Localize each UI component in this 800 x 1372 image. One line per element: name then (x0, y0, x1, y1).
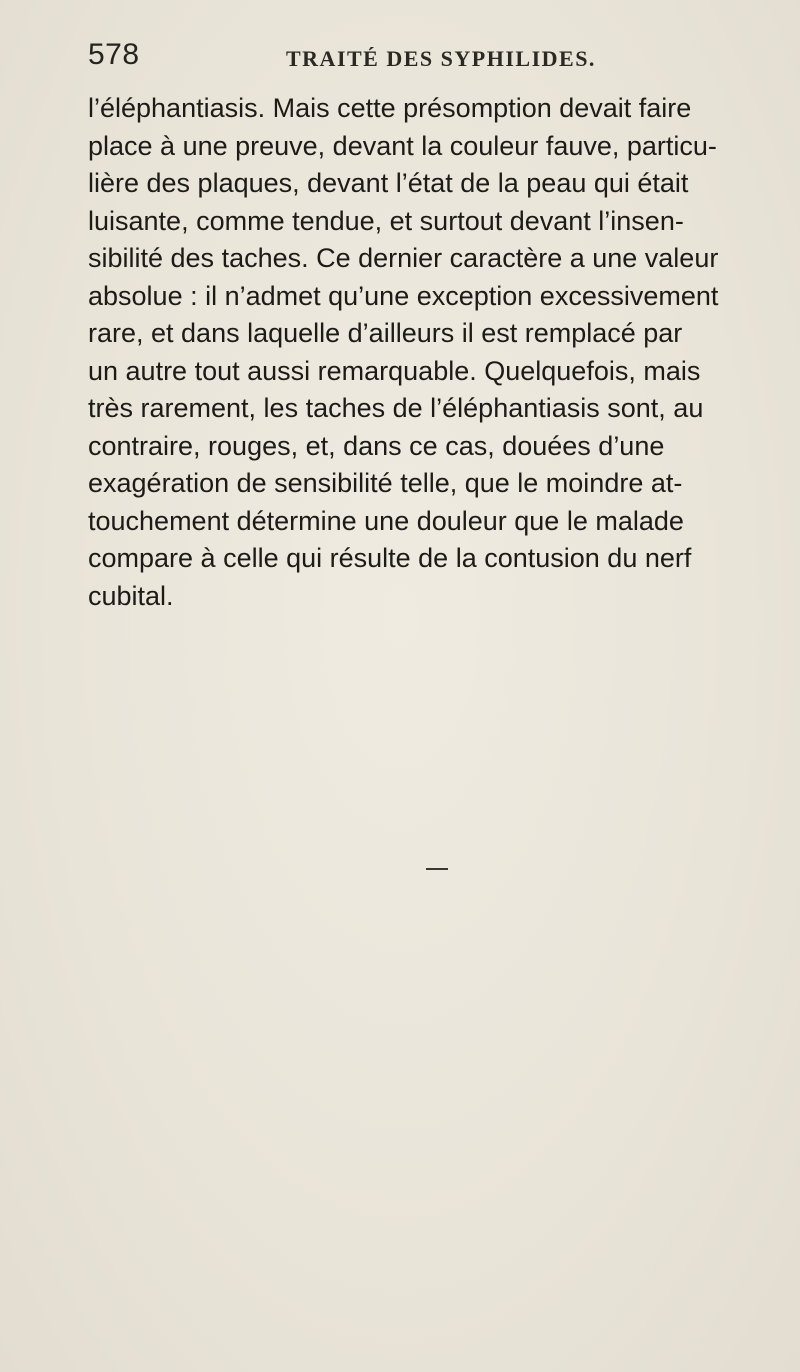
text-line: sibilité des taches. Ce dernier caractère a une valeur (88, 243, 719, 273)
body-paragraph (88, 90, 800, 615)
text-line: lière des plaques, devant l’état de la peau qui était (88, 168, 689, 198)
text-line: compare à celle qui résulte de la contusion du nerf (88, 543, 692, 573)
text-line: très rarement, les taches de l’éléphantiasis sont, au (88, 393, 704, 423)
text-line: place à une preuve, devant la couleur fauve, particu- (88, 130, 717, 161)
text-line: absolue : il n’admet qu’une exception excessivement (88, 280, 719, 311)
text-line: contraire, rouges, et, dans ce cas, douées d’une (88, 430, 665, 461)
section-end-dash (426, 868, 448, 870)
text-line: exagération de sensibilité telle, que le moindre at- (88, 468, 683, 498)
text-line: un autre tout aussi remarquable. Quelquefois, mais (88, 355, 701, 386)
running-title: TRAITÉ DES SYPHILIDES. (286, 46, 596, 71)
text-line: luisante, comme tendue, et surtout devant l’insen- (88, 205, 684, 236)
text-line: l’éléphantiasis. Mais cette présomption devait faire (88, 93, 692, 123)
page-number: 578 (88, 38, 140, 71)
page-header (88, 38, 708, 78)
text-line: rare, et dans laquelle d’ailleurs il est remplacé par (88, 318, 683, 348)
text-line: touchement détermine une douleur que le malade (88, 505, 684, 536)
text-line: cubital. (88, 580, 174, 611)
